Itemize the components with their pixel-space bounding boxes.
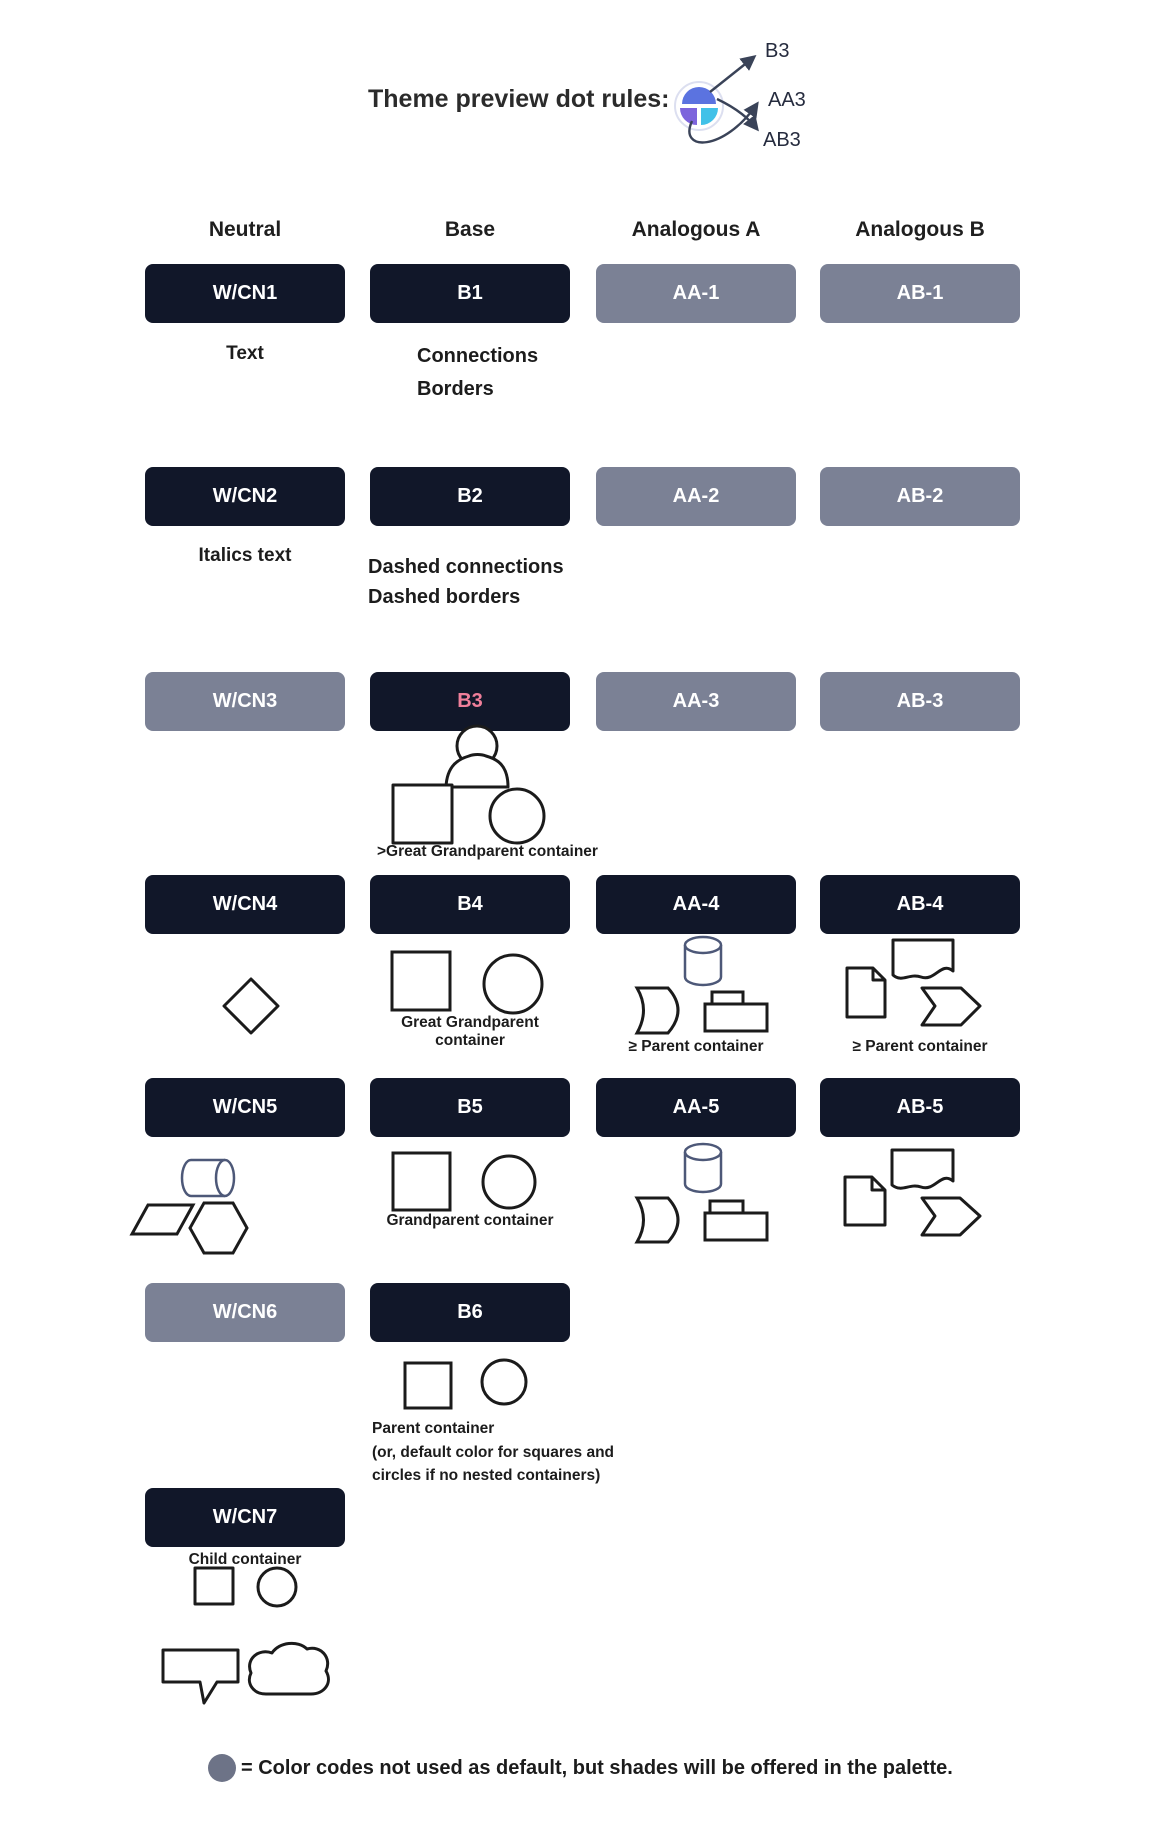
swatch-wcn7: W/CN7	[145, 1488, 345, 1547]
swatch-aa1: AA-1	[596, 264, 796, 323]
diamond-shape	[224, 979, 278, 1033]
swatch-b4: B4	[370, 875, 570, 934]
arrow-to-ab3	[717, 99, 757, 129]
wcn5-shape-cluster	[132, 1160, 247, 1253]
person-head-shape	[457, 726, 497, 766]
folder-shape	[705, 1201, 767, 1240]
aa4-shape-cluster	[637, 937, 767, 1033]
swatch-b2: B2	[370, 467, 570, 526]
circle-shape	[258, 1568, 296, 1606]
wcn7-shape-cluster	[163, 1568, 328, 1703]
wave-document-shape	[893, 940, 953, 978]
column-header-neutral: Neutral	[208, 218, 282, 241]
square-shape	[195, 1568, 233, 1604]
swatch-ab2: AB-2	[820, 467, 1020, 526]
dot-rule-label-ab3: AB3	[763, 129, 801, 151]
document-fold	[873, 968, 885, 980]
cylinder-shape	[685, 1144, 721, 1192]
chevron-shape	[922, 988, 980, 1025]
caption-parent-container	[372, 1417, 614, 1488]
caption-parent-line1: Parent container	[372, 1420, 495, 1437]
circle-shape	[484, 955, 542, 1013]
hexagon-shape	[190, 1203, 247, 1253]
caption-connections-borders	[417, 340, 538, 406]
document-shape	[845, 1177, 885, 1225]
swatch-wcn3: W/CN3	[145, 672, 345, 731]
arrow-to-aa3	[689, 104, 757, 142]
column-header-analogous-b: Analogous B	[855, 218, 985, 241]
caption-ab4-parent: ≥ Parent container	[852, 1038, 988, 1055]
swatch-ab3: AB-3	[820, 672, 1020, 731]
caption-connections: Connections	[417, 345, 539, 367]
swatch-b1: B1	[370, 264, 570, 323]
parallelogram-shape	[132, 1205, 193, 1234]
page-title: Theme preview dot rules:	[368, 85, 670, 113]
swatch-aa5: AA-5	[596, 1078, 796, 1137]
display-shape	[637, 1198, 678, 1242]
swatch-b5: B5	[370, 1078, 570, 1137]
b6-shape-cluster	[405, 1360, 526, 1408]
b3-shape-cluster	[393, 726, 544, 843]
caption-gt-great-grandparent: >Great Grandparent container	[377, 843, 598, 860]
chevron-shape	[922, 1198, 980, 1235]
document-fold	[872, 1177, 885, 1190]
swatch-wcn2: W/CN2	[145, 467, 345, 526]
caption-dashed-connections: Dashed connections	[368, 556, 564, 578]
swatch-wcn1: W/CN1	[145, 264, 345, 323]
caption-text: Text	[226, 343, 264, 364]
swatch-aa4: AA-4	[596, 875, 796, 934]
caption-italics-text: Italics text	[198, 545, 292, 566]
swatch-ab4: AB-4	[820, 875, 1020, 934]
arrow-to-b3	[710, 57, 754, 92]
swatch-wcn4: W/CN4	[145, 875, 345, 934]
b4-shape-cluster	[392, 952, 542, 1013]
caption-dashed-borders: Dashed borders	[368, 586, 521, 608]
document-shape	[847, 968, 885, 1017]
caption-child-container: Child container	[188, 1551, 302, 1568]
cloud-shape	[249, 1643, 328, 1694]
caption-dashed	[368, 552, 564, 612]
horizontal-cylinder-shape	[182, 1160, 234, 1196]
square-shape	[393, 785, 452, 843]
swatch-wcn5: W/CN5	[145, 1078, 345, 1137]
swatch-b6: B6	[370, 1283, 570, 1342]
circle-shape	[483, 1156, 535, 1208]
square-shape	[392, 952, 450, 1010]
theme-preview-dot-icon	[675, 82, 723, 130]
caption-aa4-parent: ≥ Parent container	[628, 1038, 764, 1055]
folder-shape	[705, 992, 767, 1031]
column-header-analogous-a: Analogous A	[631, 218, 761, 241]
caption-grandparent: Grandparent container	[386, 1212, 554, 1229]
display-shape	[637, 988, 678, 1033]
swatch-aa3: AA-3	[596, 672, 796, 731]
dot-rule-label-b3: B3	[765, 40, 790, 62]
wave-document-shape	[892, 1150, 953, 1188]
cylinder-shape	[685, 937, 721, 985]
caption-parent-line2: (or, default color for squares and	[372, 1443, 615, 1461]
square-shape	[405, 1363, 451, 1408]
b5-shape-cluster	[393, 1153, 535, 1210]
circle-shape	[490, 789, 544, 843]
person-shoulders-shape	[446, 755, 508, 788]
footnote-color-dot	[208, 1754, 236, 1782]
dot-ring	[675, 82, 723, 130]
circle-shape	[482, 1360, 526, 1404]
caption-borders: Borders	[417, 378, 494, 400]
aa5-shape-cluster	[637, 1144, 767, 1242]
dot-segment-top-blue	[682, 87, 716, 104]
column-header-base: Base	[444, 218, 496, 241]
ab5-shape-cluster	[845, 1150, 980, 1235]
dot-rule-label-aa3: AA3	[768, 89, 806, 111]
swatch-b3: B3	[370, 672, 570, 731]
ab4-shape-cluster	[847, 940, 980, 1025]
caption-great-grandparent: Great Grandparent container	[401, 1014, 539, 1050]
footnote-text: = Color codes not used as default, but shades will be offered in the palette.	[241, 1757, 953, 1779]
swatch-wcn6: W/CN6	[145, 1283, 345, 1342]
dot-segment-bottomright-cyan	[701, 108, 718, 125]
swatch-ab5: AB-5	[820, 1078, 1020, 1137]
dot-segment-bottomleft-purple	[680, 108, 697, 125]
dot-rule-arrows	[689, 57, 757, 142]
square-shape	[393, 1153, 450, 1210]
caption-parent-line3: circles if no nested containers)	[372, 1467, 601, 1484]
speech-bubble-shape	[163, 1650, 238, 1703]
swatch-aa2: AA-2	[596, 467, 796, 526]
swatch-ab1: AB-1	[820, 264, 1020, 323]
